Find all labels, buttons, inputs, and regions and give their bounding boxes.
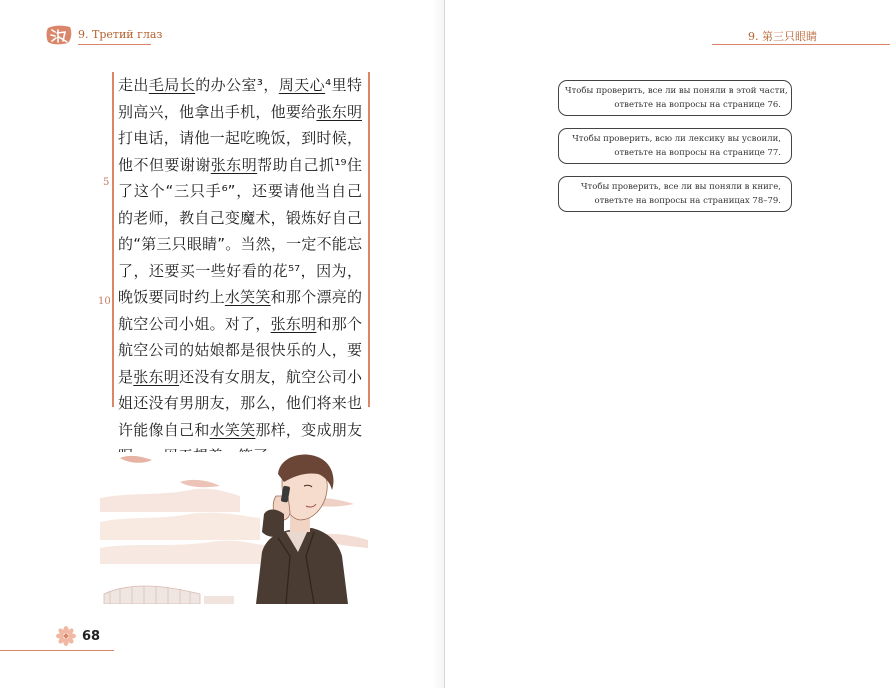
left-page-header bbox=[0, 24, 163, 46]
story-text-block bbox=[118, 72, 368, 439]
character-name: 毛局长 bbox=[148, 76, 196, 94]
note-line: Чтобы проверить, все ли вы поняли в этой части, bbox=[565, 86, 788, 96]
left-header-title: 9. Третий глаз bbox=[78, 28, 163, 41]
text-run: 和那个航空公司的姑娘都是很快乐的人，要是 bbox=[118, 314, 362, 386]
review-note-1 bbox=[558, 80, 792, 116]
page-gutter bbox=[444, 0, 445, 688]
text-run: 打电话，请他一起吃晚饭，到时候，他不但要谢谢 bbox=[118, 129, 362, 174]
character-name: 周天心 bbox=[278, 76, 326, 94]
review-note-3 bbox=[558, 176, 792, 212]
line-number-5: 5 bbox=[103, 177, 110, 188]
character-name: 张东明 bbox=[270, 314, 317, 333]
right-page-header bbox=[700, 24, 896, 46]
margin-bar-left bbox=[112, 72, 114, 407]
note-line: Чтобы проверить, всю ли лексику вы усвоили, bbox=[572, 134, 781, 144]
note-line: ответьте на вопросы на странице 76. bbox=[614, 100, 781, 110]
left-page-footer bbox=[0, 626, 130, 656]
character-name: 水笑笑 bbox=[224, 288, 271, 306]
character-name: 张东明 bbox=[316, 102, 362, 121]
text-run: ⁴里特别高兴，他拿出手机，他要给 bbox=[118, 76, 363, 121]
text-run: 的办公室³， bbox=[195, 76, 279, 94]
text-run: 那样，变成朋友 bbox=[255, 420, 362, 439]
note-line: ответьте на вопросы на страницах 78–79. bbox=[594, 196, 781, 206]
margin-bar-right bbox=[368, 72, 370, 407]
right-header-title: 9. 第三只眼睛 bbox=[748, 30, 817, 43]
text-run: 还没有女朋友，航空公司小姐还没有男朋友，那么，他们将来也许能像自己和 bbox=[118, 367, 362, 439]
footer-rule bbox=[0, 650, 114, 651]
han-character-logo-icon bbox=[46, 24, 76, 46]
character-name: 张东明 bbox=[210, 155, 258, 174]
note-line: ответьте на вопросы на странице 77. bbox=[614, 148, 781, 158]
text-run: 帮助自己抓¹⁹住了这个“三只手⁶”，还要请他当自己的老师，教自己变魔术，锻炼好自己的“第三只眼睛”。当然，一定不能忘了，还要买一些好看的花⁵⁷，因为，晚饭要同时约上 bbox=[118, 155, 362, 306]
text-run: 和那个漂亮的航空公司小姐。对了， bbox=[118, 288, 362, 333]
story-paragraph bbox=[118, 72, 362, 470]
header-rule bbox=[712, 44, 890, 45]
note-line: Чтобы проверить, все ли вы поняли в книге, bbox=[580, 182, 781, 192]
header-rule bbox=[78, 44, 151, 45]
flower-icon bbox=[56, 626, 76, 646]
character-name: 水笑笑 bbox=[209, 420, 256, 439]
review-note-2 bbox=[558, 128, 792, 164]
character-name: 张东明 bbox=[133, 367, 180, 386]
line-number-10: 10 bbox=[98, 296, 111, 307]
gutter-shadow bbox=[432, 0, 444, 688]
text-run: 走出 bbox=[118, 76, 149, 94]
man-on-phone-illustration bbox=[100, 452, 368, 604]
page-number: 68 bbox=[82, 629, 101, 644]
